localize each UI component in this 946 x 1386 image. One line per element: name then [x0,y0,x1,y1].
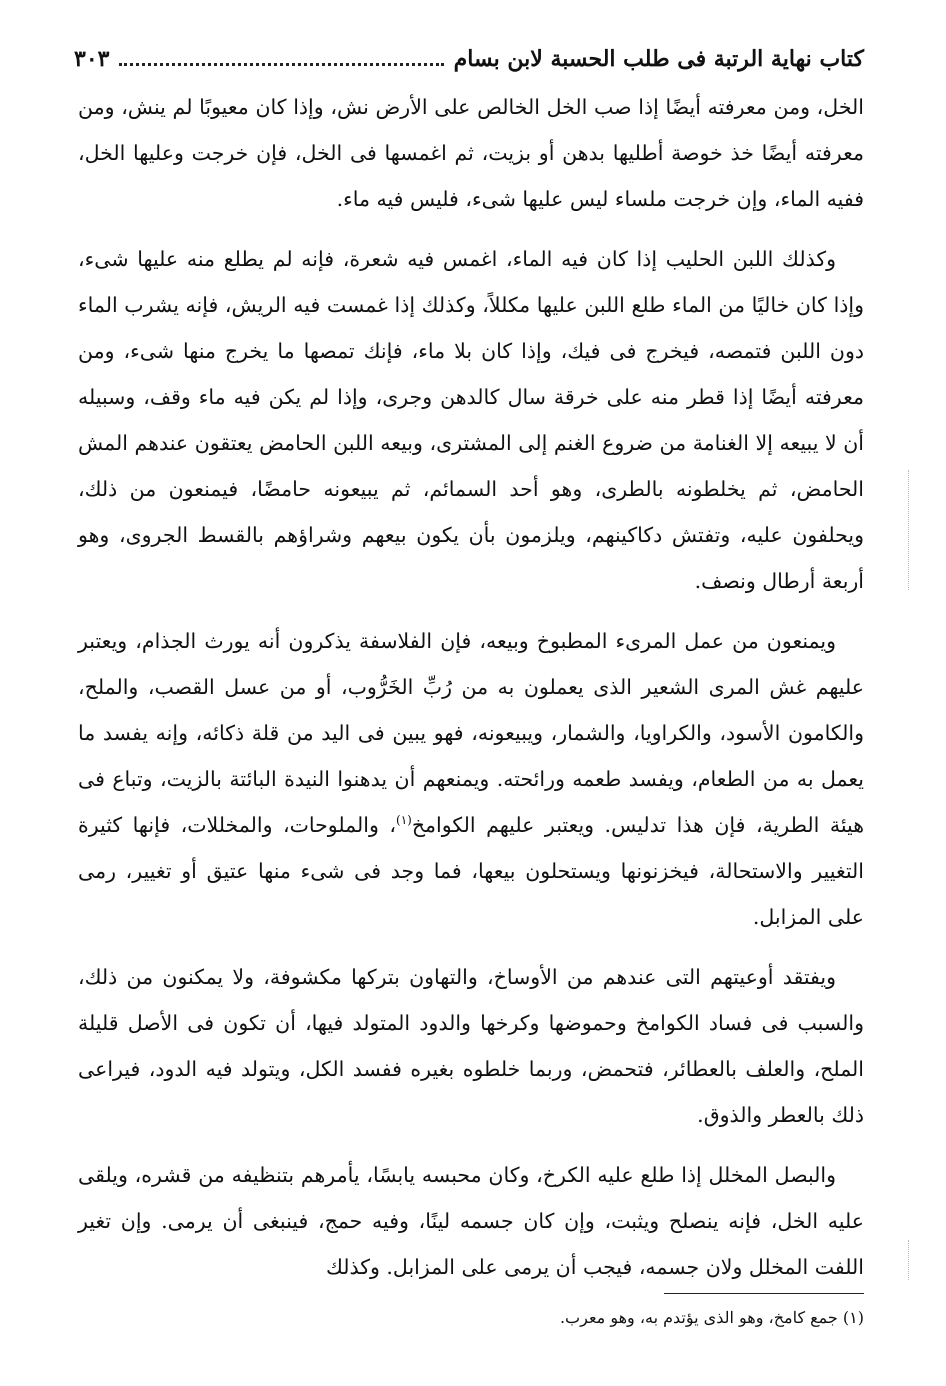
paragraph-5: والبصل المخلل إذا طلع عليه الكرخ، وكان محبسه يابسًا، يأمرهم بتنظيفه من قشره، ويلقى عليه الخل، فإنه ينصلح ويثبت، وإن كان جسمه لينًا، وفيه حمج، فينبغى أن يرمى. وإن تغير اللفت المخلل ولان جسمه، فيجب أن يرمى على المزابل. وكذلك [78,1163,864,1279]
main-text [78,84,864,1304]
paragraph-3 [78,618,864,940]
paragraph-1: الخل، ومن معرفته أيضًا إذا صب الخل الخالص على الأرض نش، وإذا كان معيوبًا لم ينش، ومن معرفته أيضًا خذ خوصة أطليها بدهن أو بزيت، ثم اغمسها فى الخل، فإن خرجت وعليها الخل، ففيه الماء، وإن خرجت ملساء ليس عليها شىء، فليس فيه ماء. [78,95,864,211]
paragraph-2: وكذلك اللبن الحليب إذا كان فيه الماء، اغمس فيه شعرة، فإنه لم يطلع منه عليها شىء، وإذا كان خاليًا من الماء طلع اللبن عليها مكللاً، وكذلك إذا غمست فيه الريش، فإنه يشرب الماء دون اللبن فتمصه، فيخرج فى فيك، وإذا كان بلا ماء، فإنك تمصها ما يخرج منها شىء، ومن معرفته أيضًا إذا قطر منه على خرقة سال كالدهن وجرى، وإذا لم يكن فيه ماء وقف، وسبيله أن لا يبيعه إلا الغنامة من ضروع الغنم إلى المشترى، وبيعه اللبن الحامض يعتقون عندهم المش الحامض، ثم يخلطونه بالطرى، وهو أحد السمائم، ثم يبيعونه حامضًا، فيمنعون من ذلك، ويحلفون عليه، وتفتش دكاكينهم، ويلزمون بأن يكون بيعهم وشراؤهم بالقسط الجروى، وهو أربعة أرطال ونصف. [78,247,864,593]
book-title: كتاب نهاية الرتبة فى طلب الحسبة لابن بسام [453,46,864,72]
dotted-leader [119,53,443,66]
footnote-divider [664,1293,864,1294]
running-header [74,42,864,76]
footnote: (١) جمع كامخ، وهو الذى يؤتدم به، وهو معرب. [559,1308,864,1327]
footnote-reference[interactable]: (١) [396,813,412,828]
paragraph-3-text: ويمنعون من عمل المرىء المطبوخ وبيعه، فإن الفلاسفة يذكرون أنه يورث الجذام، ويعتبر عليهم غش المرى الشعير الذى يعملون به من رُبِّ الخَرُّوب، أو من عسل القصب، والملح، والكامون الأسود، والكراويا، والشمار، ويبيعونه، فهو يبين فى اليد من قلة ذكائه، وإنه يفسد ما يعمل به من الطعام، ويفسد طعمه ورائحته. ويمنعهم أن يدهنوا النيدة البائتة بالزيت، وتباع فى هيئة الطرية، فإن هذا تدليس. ويعتبر عليهم الكوامخ [78,629,865,837]
margin-dots-lower [908,1240,911,1280]
page-number: ٣٠٣ [74,46,110,72]
paragraph-3-continuation: ، والملوحات، والمخللات، فإنها كثيرة التغيير والاستحالة، فيخزنونها ويستحلون بيعها، فما وجد فى شىء منها عتيق أو تغيير، رمى على المزابل. [78,813,864,929]
margin-dots [908,470,911,590]
paragraph-4: ويفتقد أوعيتهم التى عندهم من الأوساخ، والتهاون بتركها مكشوفة، ولا يمكنون من ذلك، والسبب فى فساد الكوامخ وحموضها وكرخها والدود المتولد فيها، أن تكون فى الأصل قليلة الملح، والعلف بالعطائر، فتحمض، وربما خلطوه بغيره ففسد الكل، ويتولد فيه الدود، فيراعى ذلك بالعطر والذوق. [78,965,864,1127]
